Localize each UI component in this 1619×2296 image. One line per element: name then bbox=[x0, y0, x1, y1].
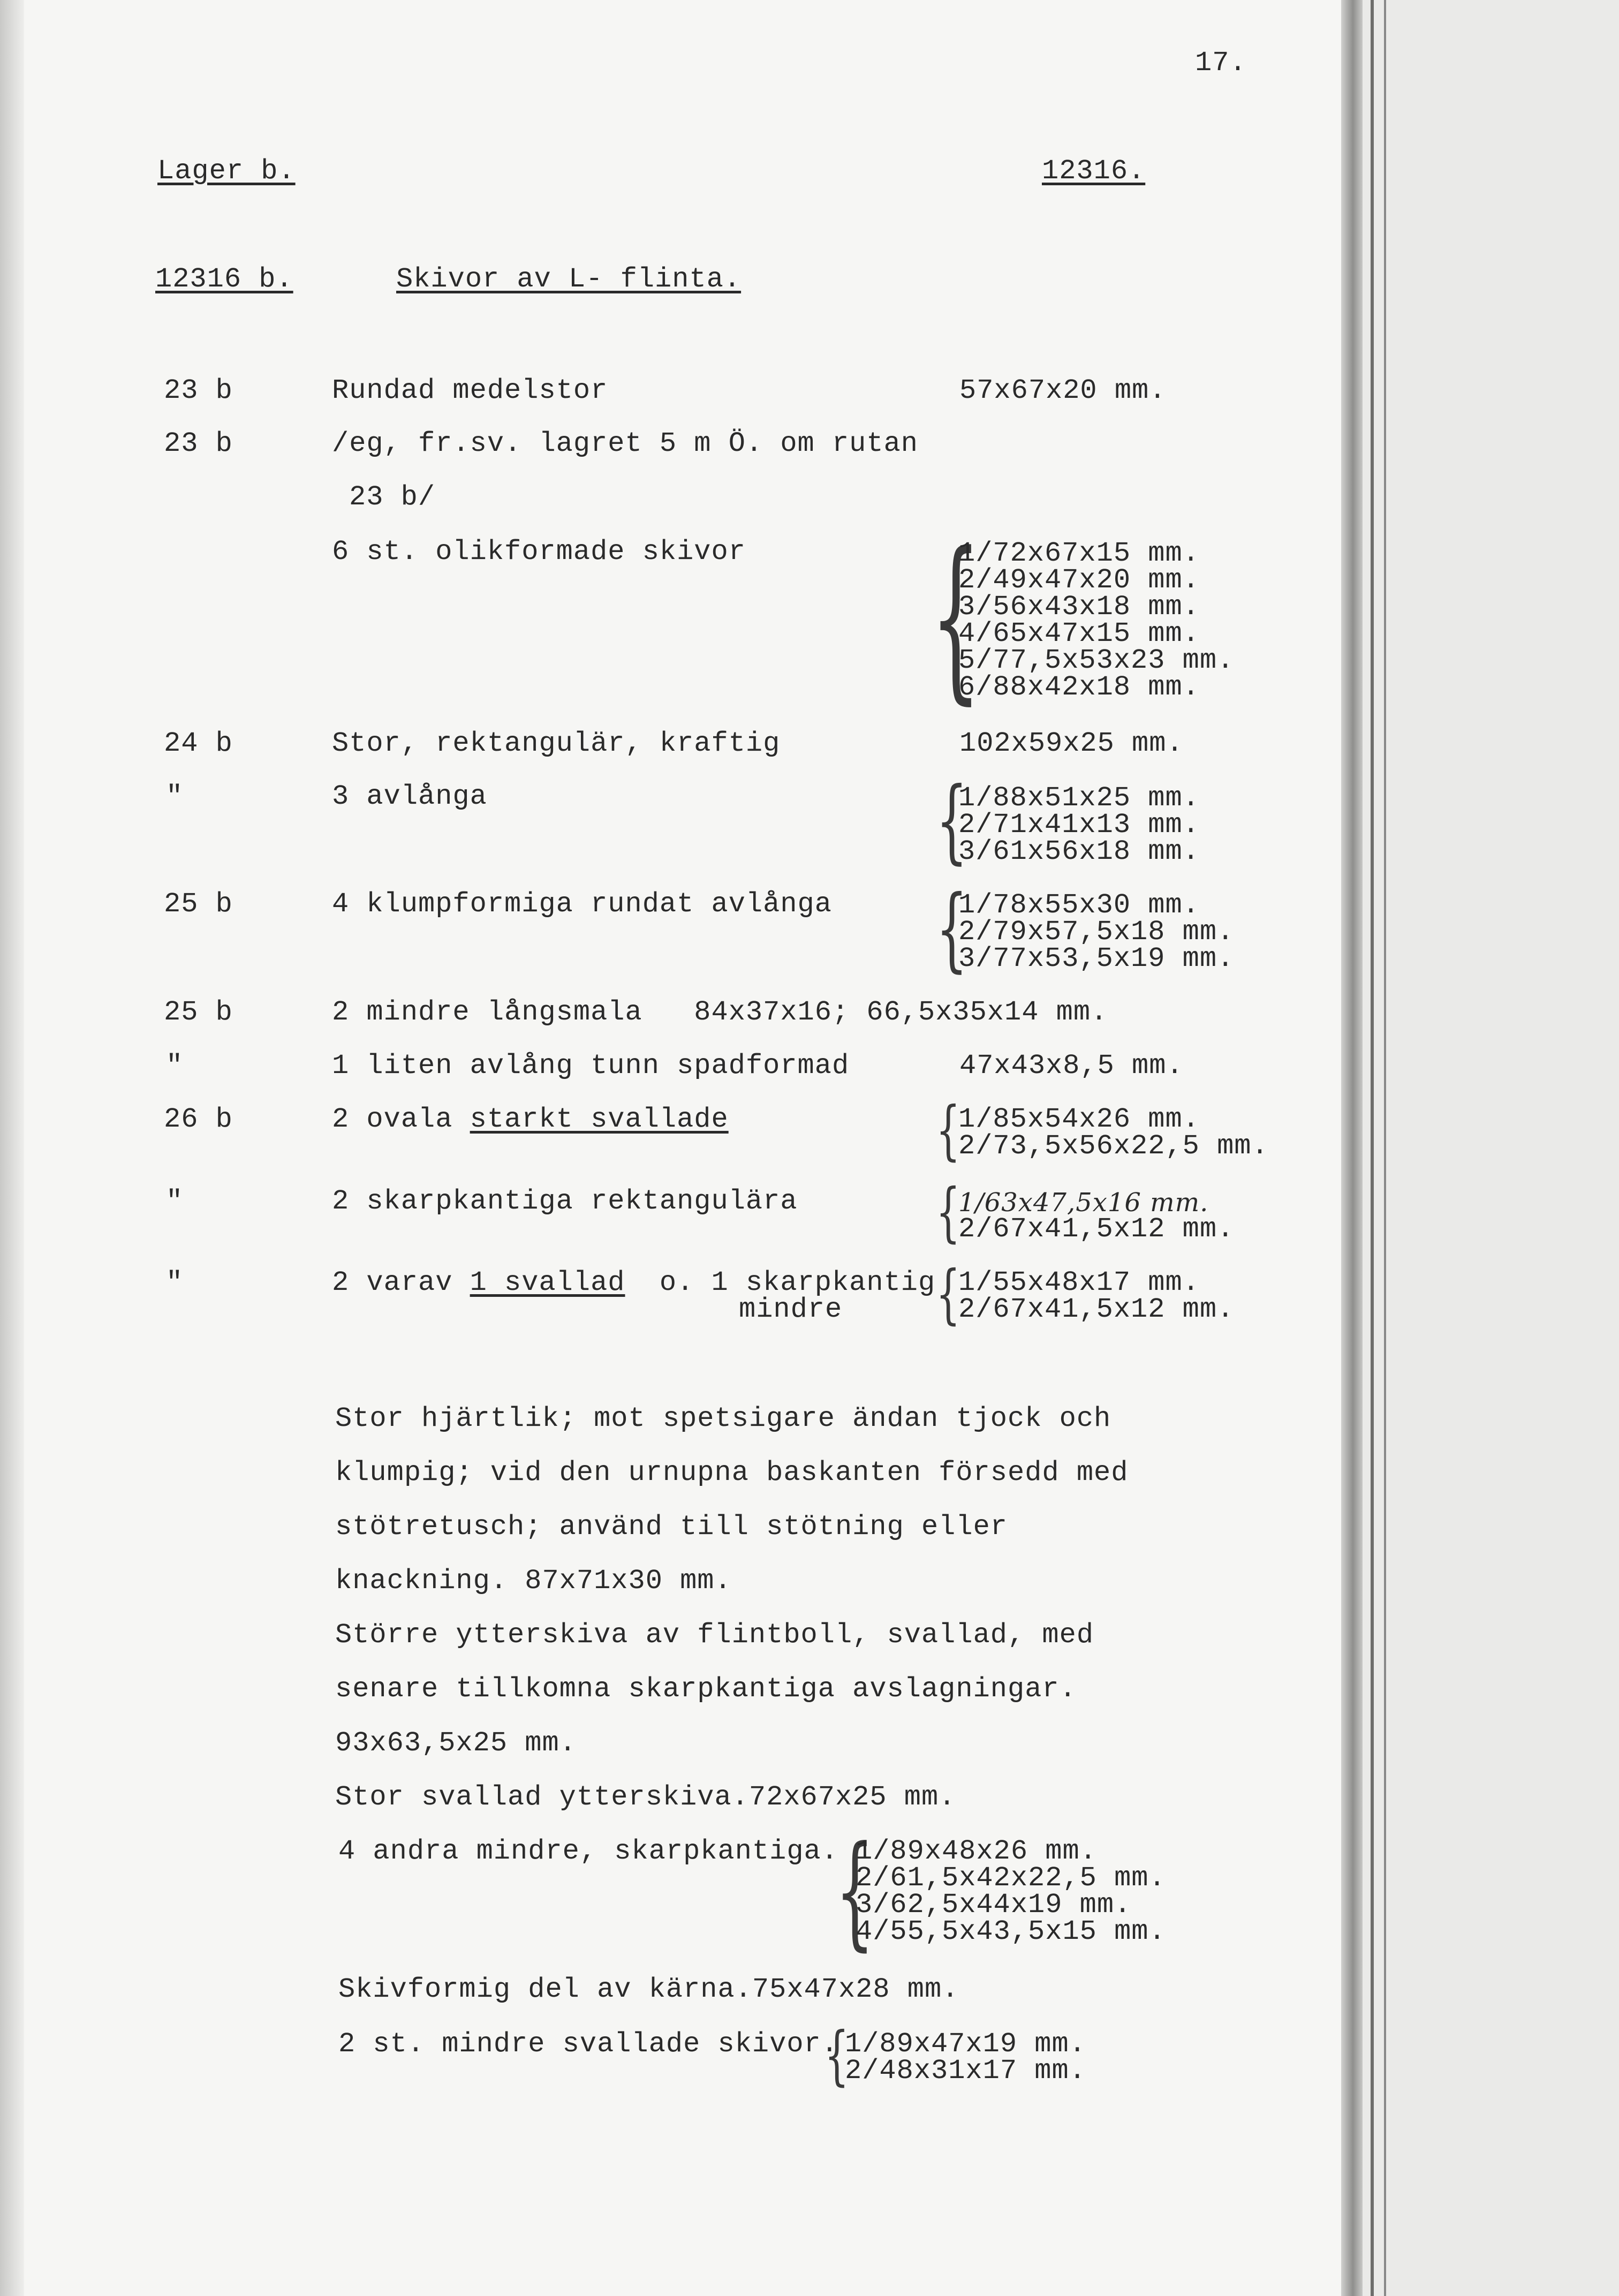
final-description: 2 st. mindre svallade skivor. bbox=[338, 2028, 838, 2060]
group-item: 6/88x42x18 mm. bbox=[958, 671, 1200, 703]
group-item: 2/49x47x20 mm. bbox=[958, 564, 1200, 596]
row-measurement: 47x43x8,5 mm. bbox=[959, 1050, 1184, 1082]
paragraph-line: Större ytterskiva av flintboll, svallad, med bbox=[335, 1619, 1094, 1651]
brace: { bbox=[824, 2019, 849, 2093]
scanner-background bbox=[1363, 0, 1619, 2296]
group-item: 2/67x41,5x12 mm. bbox=[958, 1213, 1235, 1245]
group-item: 1/55x48x17 mm. bbox=[958, 1267, 1200, 1298]
paragraph-line: Stor svallad ytterskiva.72x67x25 mm. bbox=[335, 1781, 956, 1813]
page-number: 17. bbox=[1195, 47, 1247, 79]
group-item: 1/72x67x15 mm. bbox=[958, 538, 1200, 569]
section-title: Skivor av L- flinta. bbox=[396, 263, 742, 295]
group-item: 3/77x53,5x19 mm. bbox=[958, 943, 1235, 975]
row-label: 23 b bbox=[164, 375, 233, 406]
row-label: 25 b bbox=[164, 888, 233, 920]
group-item: 4/55,5x43,5x15 mm. bbox=[856, 1916, 1166, 1947]
page-edge-line-2 bbox=[1384, 0, 1386, 2296]
brace: { bbox=[936, 1257, 960, 1332]
row-description: 2 skarpkantiga rektangulära bbox=[332, 1185, 798, 1217]
row-description: /eg, fr.sv. lagret 5 m Ö. om rutan bbox=[332, 428, 918, 459]
row-label: " bbox=[166, 1050, 184, 1082]
final-description: 4 andra mindre, skarpkantiga. bbox=[338, 1836, 838, 1867]
brace: { bbox=[930, 515, 981, 720]
row-label: 24 b bbox=[164, 728, 233, 759]
paragraph-line: Stor hjärtlik; mot spetsigare ändan tjock och bbox=[335, 1403, 1111, 1434]
brace: { bbox=[936, 1175, 960, 1250]
paragraph-line: stötretusch; använd till stötning eller bbox=[335, 1511, 1008, 1543]
group-item: 2/71x41x13 mm. bbox=[958, 809, 1200, 841]
paragraph-line: 93x63,5x25 mm. bbox=[335, 1727, 577, 1759]
page-edge-line bbox=[1371, 0, 1374, 2296]
row-label: " bbox=[166, 1185, 184, 1217]
row-description: Rundad medelstor bbox=[332, 375, 608, 406]
final-description: Skivformig del av kärna.75x47x28 mm. bbox=[338, 1974, 959, 2005]
row-description: 2 varav 1 svallad o. 1 skarpkantig bbox=[332, 1267, 936, 1298]
row-description: 2 mindre långsmala 84x37x16; 66,5x35x14 mm. bbox=[332, 996, 1108, 1028]
group-item: 5/77,5x53x23 mm. bbox=[958, 645, 1235, 676]
paragraph-line: klumpig; vid den urnupna baskanten försedd med bbox=[335, 1457, 1129, 1489]
paragraph-line: senare tillkomna skarpkantiga avslagningar. bbox=[335, 1673, 1077, 1705]
row-description: 1 liten avlång tunn spadformad bbox=[332, 1050, 850, 1082]
group-item: 2/79x57,5x18 mm. bbox=[958, 916, 1235, 948]
row-description-cont: mindre bbox=[739, 1294, 843, 1325]
brace: { bbox=[936, 876, 968, 982]
brace: { bbox=[936, 768, 968, 874]
brace: { bbox=[835, 1820, 875, 1963]
header-left: Lager b. bbox=[157, 155, 296, 187]
brace: { bbox=[936, 1093, 960, 1168]
group-item: 2/67x41,5x12 mm. bbox=[958, 1294, 1235, 1325]
page-edge-shadow bbox=[1341, 0, 1363, 2296]
group-item: 2/61,5x42x22,5 mm. bbox=[856, 1862, 1166, 1894]
left-binding-shadow bbox=[0, 0, 24, 2296]
group-item: 1/85x54x26 mm. bbox=[958, 1104, 1200, 1135]
row-description: 6 st. olikformade skivor bbox=[332, 536, 746, 568]
group-item: 3/56x43x18 mm. bbox=[958, 591, 1200, 623]
group-item: 1/88x51x25 mm. bbox=[958, 782, 1200, 814]
group-item: 4/65x47x15 mm. bbox=[958, 618, 1200, 649]
group-item: 1/89x47x19 mm. bbox=[845, 2028, 1086, 2060]
row-description: 4 klumpformiga rundat avlånga bbox=[332, 888, 832, 920]
row-label: " bbox=[166, 781, 184, 812]
row-label: 25 b bbox=[164, 996, 233, 1028]
group-item: 1/89x48x26 mm. bbox=[856, 1836, 1097, 1867]
row-description: 3 avlånga bbox=[332, 781, 487, 812]
row-label: 23 b bbox=[164, 428, 233, 459]
row-description: Stor, rektangulär, kraftig bbox=[332, 728, 781, 759]
row-measurement: 57x67x20 mm. bbox=[959, 375, 1167, 406]
row-description: 2 ovala starkt svallade bbox=[332, 1104, 729, 1135]
header-right: 12316. bbox=[1042, 155, 1146, 187]
row-measurement: 102x59x25 mm. bbox=[959, 728, 1184, 759]
handwritten-correction: 1/63x47,5x16 mm. bbox=[958, 1188, 1209, 1218]
row-description-cont: 23 b/ bbox=[349, 481, 436, 513]
row-label: " bbox=[166, 1267, 184, 1298]
row-label: 26 b bbox=[164, 1104, 233, 1135]
group-item: 1/78x55x30 mm. bbox=[958, 889, 1200, 921]
group-item: 3/61x56x18 mm. bbox=[958, 836, 1200, 867]
group-item: 2/48x31x17 mm. bbox=[845, 2055, 1086, 2087]
group-item: 3/62,5x44x19 mm. bbox=[856, 1889, 1132, 1921]
paragraph-line: knackning. 87x71x30 mm. bbox=[335, 1565, 732, 1597]
group-item: 2/73,5x56x22,5 mm. bbox=[958, 1130, 1269, 1162]
section-id: 12316 b. bbox=[155, 263, 293, 295]
